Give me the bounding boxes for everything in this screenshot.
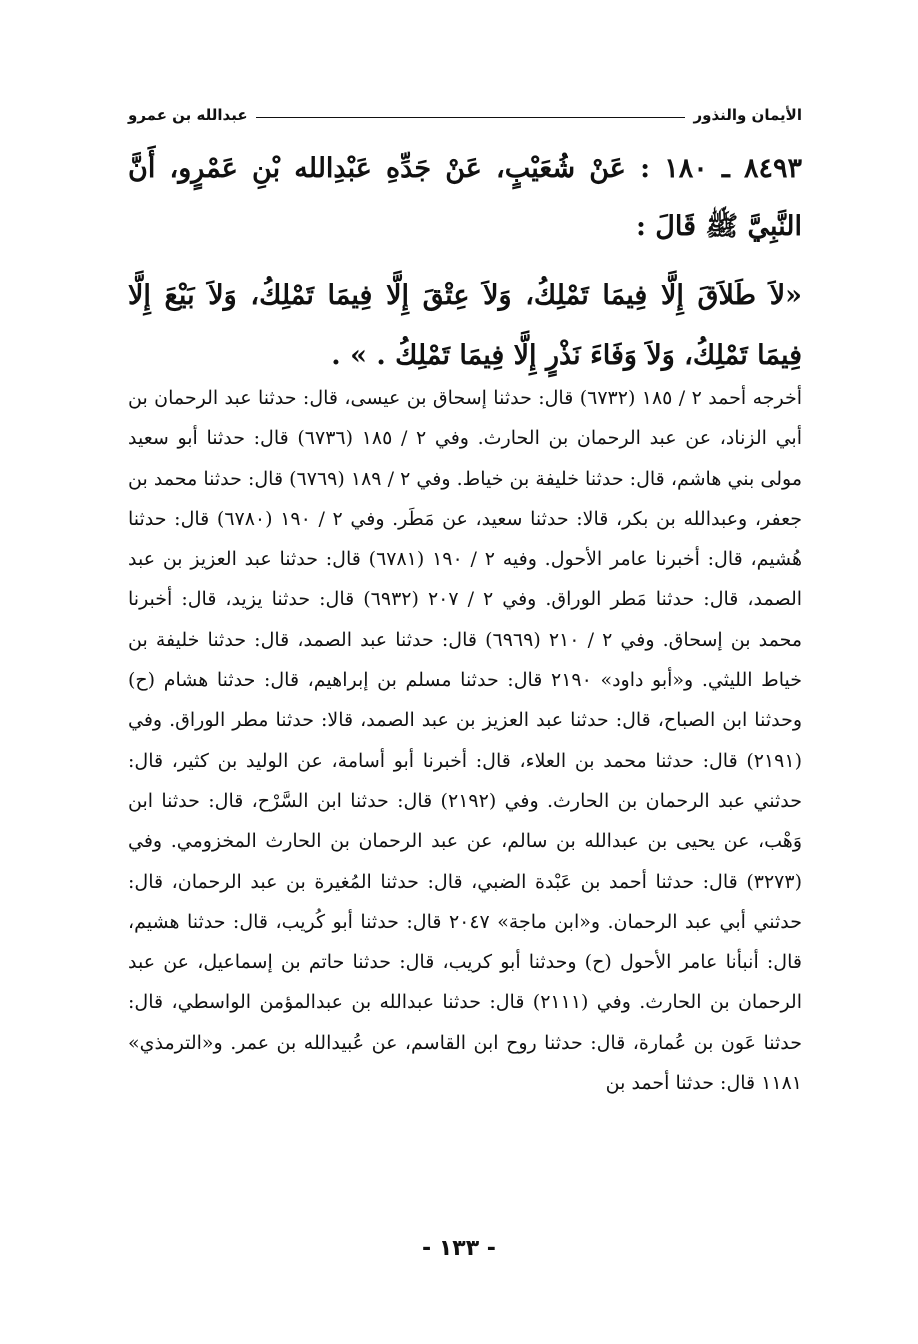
header-rule [256,117,686,118]
hadith-intro: ٨٤٩٣ ـ ١٨٠ : عَنْ شُعَيْبٍ، عَنْ جَدِّهِ عَبْدِالله بْنِ عَمْرٍو، أَنَّ النَّبِيَّ ﷺ قَالَ : [128,153,803,242]
hadith-text: «لاَ طَلاَقَ إِلَّا فِيمَا تَمْلِكُ، وَلاَ عِتْقَ إِلَّا فِيمَا تَمْلِكُ، وَلاَ بَيْعَ إِلَّا فِيمَا تَمْلِكُ، وَلاَ وَفَاءَ نَذْرٍ إِلَّا فِيمَا تَمْلِكُ . » . [128,280,802,371]
hadith-block [128,140,802,386]
takhrij-commentary [128,378,802,1103]
page-number: - ١٣٣ - [422,1236,496,1261]
musnad-title: عبدالله بن عمرو [128,106,248,124]
chapter-title: الأيمان والنذور [693,106,802,124]
running-header [128,98,802,124]
takhrij-paragraph: أخرجه أحمد ٢ / ١٨٥ (٦٧٣٢) قال: حدثنا إسحاق بن عيسى، قال: حدثنا عبد الرحمان بن أبي الزناد، عن عبد الرحمان بن الحارث. وفي ٢ / ١٨٥ (٦٧٣٦) قال: حدثنا أبو سعيد مولى بني هاشم، قال: حدثنا خليفة بن خياط. وفي ٢ / ١٨٩ (٦٧٦٩) قال: حدثنا محمد بن جعفر، وعبدالله بن بكر، قالا: حدثنا سعيد، عن مَطَر. وفي ٢ / ١٩٠ (٦٧٨٠) قال: حدثنا هُشيم، قال: أخبرنا عامر الأحول. وفيه ٢ / ١٩٠ (٦٧٨١) قال: حدثنا عبد العزيز بن عبد الصمد، قال: حدثنا مَطر الوراق. وفي ٢ / ٢٠٧ (٦٩٣٢) قال: حدثنا يزيد، قال: أخبرنا محمد بن إسحاق. وفي ٢ / ٢١٠ (٦٩٦٩) قال: حدثنا عبد الصمد، قال: حدثنا خليفة بن خياط الليثي. و«أبو داود» ٢١٩٠ قال: حدثنا مسلم بن إبراهيم، قال: حدثنا هشام (ح) وحدثنا ابن الصباح، قال: حدثنا عبد العزيز بن عبد الصمد، قالا: حدثنا مطر الوراق. وفي (٢١٩١) قال: حدثنا محمد بن العلاء، قال: أخبرنا أبو أسامة، عن الوليد بن كثير، قال: حدثني عبد الرحمان بن الحارث. وفي (٢١٩٢) قال: حدثنا ابن السَّرْح، قال: حدثنا ابن وَهْب، عن يحيى بن عبدالله بن سالم، عن عبد الرحمان بن الحارث المخزومي. وفي (٣٢٧٣) قال: حدثنا أحمد بن عَبْدة الضبي، قال: حدثنا المُغيرة بن عبد الرحمان، قال: حدثني أبي عبد الرحمان. و«ابن ماجة» ٢٠٤٧ قال: حدثنا أبو كُريب، قال: حدثنا هشيم، قال: أنبأنا عامر الأحول (ح) وحدثنا أبو كريب، قال: حدثنا حاتم بن إسماعيل، عن عبد الرحمان بن الحارث. وفي (٢١١١) قال: حدثنا عبدالله بن عبدالمؤمن الواسطي، قال: حدثنا عَون بن عُمارة، قال: حدثنا روح ابن القاسم، عن عُبيدالله بن عمر. و«الترمذي» ١١٨١ قال: حدثنا أحمد بن [128,387,803,1095]
